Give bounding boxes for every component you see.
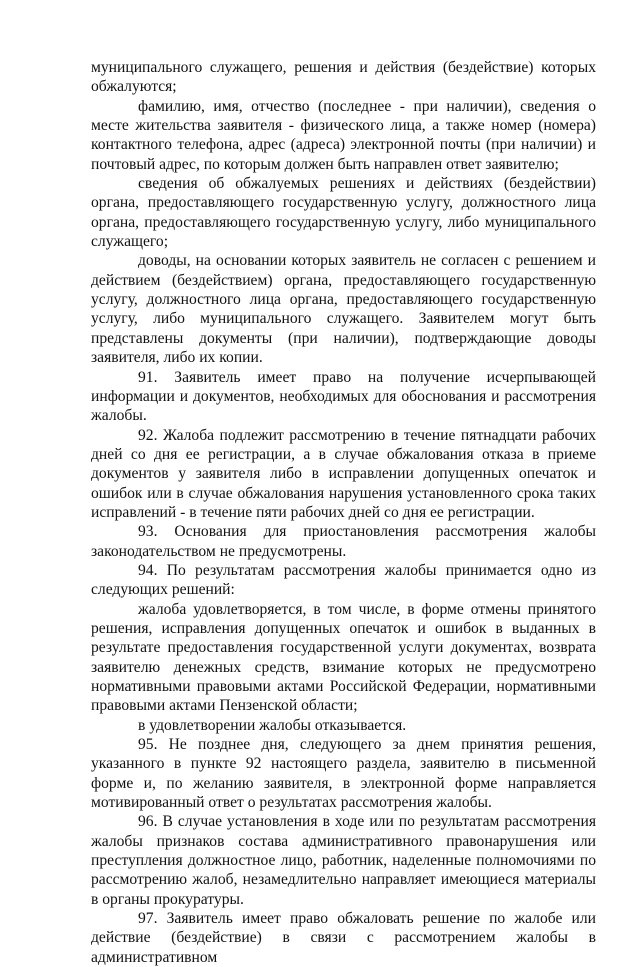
paragraph-applicant-details: фамилию, имя, отчество (последнее - при наличии), сведения о месте жительства заявителя - физического лица, а также номер (номера) контактного телефона, адрес (адреса) электронной почты (при наличии) и почтовый адрес, по которым должен быть направлен ответ заявителю; (91, 97, 596, 173)
paragraph-item-91: 91. Заявитель имеет право на получение исчерпывающей информации и документов, необходимых для обоснования и рассмотрения жалобы. (91, 368, 596, 425)
document-page (91, 58, 596, 967)
paragraph-continuation: муниципального служащего, решения и действия (бездействие) которых обжалуются; (91, 59, 596, 96)
paragraph-decision-satisfied: жалоба удовлетворяется, в том числе, в форме отмены принятого решения, исправления допущенных опечаток и ошибок в выданных в результате предоставления государственной услуги документах, возврата заявителю денежных средств, взимание которых не предусмотрено нормативными правовыми актами Российской Федерации, нормативными правовыми актами Пензенской области; (91, 600, 596, 715)
paragraph-item-94: 94. По результатам рассмотрения жалобы принимается одно из следующих решений: (91, 561, 596, 599)
paragraph-decision-refused: в удовлетворении жалобы отказывается. (138, 716, 407, 734)
paragraph-arguments: доводы, на основании которых заявитель не согласен с решением и действием (бездействием) органа, предоставляющего государственную услугу, должностного лица органа, предоставляющего государственную услугу, либо муниципального служащего. Заявителем могут быть представлены документы (при наличии), подтверждающие доводы заявителя, либо их копии. (91, 252, 596, 367)
paragraph-item-93: 93. Основания для приостановления рассмотрения жалобы законодательством не предусмотрены. (91, 523, 596, 560)
paragraph-item-95: 95. Не позднее дня, следующего за днем принятия решения, указанного в пункте 92 настоящего раздела, заявителю в письменной форме и, по желанию заявителя, в электронной форме направляется мотивированный ответ о результатах рассмотрения жалобы. (91, 736, 596, 812)
paragraph-item-96: 96. В случае установления в ходе или по результатам рассмотрения жалобы признаков состава административного правонарушения или преступления должностное лицо, работник, наделенные полномочиями по рассмотрению жалоб, незамедлительно направляет имеющиеся материалы в органы прокуратуры. (91, 813, 596, 908)
paragraph-item-92: 92. Жалоба подлежит рассмотрению в течение пятнадцати рабочих дней со дня ее регистрации, а в случае обжалования отказа в приеме документов у заявителя либо в исправлении допущенных опечаток и ошибок или в случае обжалования нарушения установленного срока таких исправлений - в течение пяти рабочих дней со дня ее регистрации. (91, 426, 596, 521)
paragraph-appealed-decisions: сведения об обжалуемых решениях и действиях (бездействии) органа, предоставляющего государственную услугу, должностного лица органа, предоставляющего государственную услугу, либо муниципального служащего; (91, 175, 596, 251)
paragraph-item-97: 97. Заявитель имеет право обжаловать решение по жалобе или действие (бездействие) в связи с рассмотрением жалобы в административном (91, 910, 596, 966)
